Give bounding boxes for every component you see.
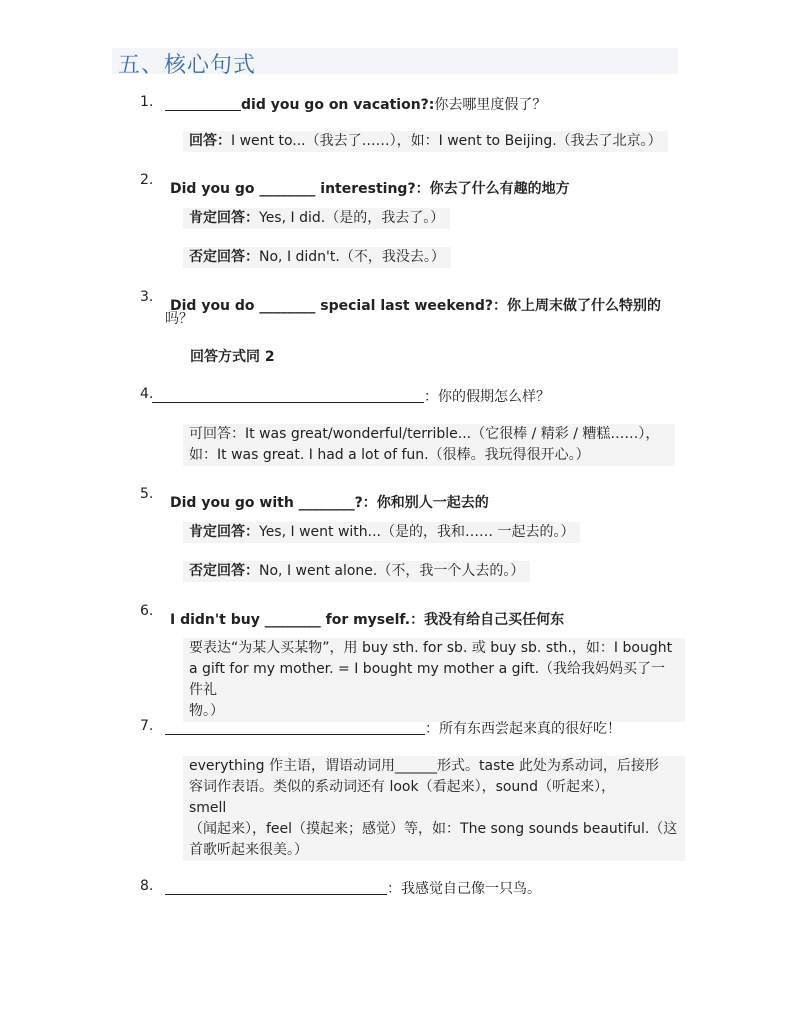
question-7: [165, 718, 621, 738]
question-1: [165, 94, 546, 114]
answer-line: 如：It was great. I had a lot of fun.（很棒。我玩得很开心。）: [189, 447, 590, 463]
item-number-4: 4.: [140, 386, 154, 402]
explanation-line: 要表达“为某人买某物”，用 buy sth. for sb. 或 buy sb. sth.，如：I bought: [189, 640, 673, 656]
item-number-3: 3.: [140, 289, 154, 305]
item-number-5: 5.: [140, 486, 154, 502]
yes-tag: 肯定回答：: [189, 210, 259, 226]
question-5-cropped: Did you go with ________?：你和别人一起去的: [170, 495, 489, 511]
question-1-chinese: 你去哪里度假了？: [434, 97, 547, 113]
fill-blank: [165, 96, 241, 111]
item-number-2: 2.: [140, 172, 154, 188]
fill-blank: [152, 388, 424, 403]
explanation-line: （闻起来），feel（摸起来；感觉）等，如：The song sounds beautiful.（这: [189, 821, 678, 837]
answer-box-1: [183, 131, 668, 152]
question-3-cropped: Did you do ________ special last weekend?：你上周末做了什么特别的: [170, 298, 661, 314]
fill-blank: [165, 880, 387, 895]
no-tag: 否定回答：: [189, 249, 259, 265]
no-tag: 否定回答：: [189, 563, 259, 579]
explanation-line: 物。）: [189, 703, 224, 719]
no-answer-box-2: [183, 247, 451, 268]
item-number-8: 8.: [140, 878, 154, 894]
yes-answer-box-5: [183, 522, 580, 543]
question-7-chinese: ：所有东西尝起来真的很好吃！: [425, 721, 621, 737]
section-title: 五、核心句式: [118, 53, 257, 78]
question-2-cropped: Did you go ________ interesting?：你去了什么有趣的地方: [170, 181, 570, 197]
question-1-english: did you go on vacation?:: [241, 97, 435, 113]
explanation-box-7: [183, 756, 685, 861]
question-4: [152, 386, 550, 406]
answer-tag: 回答：: [189, 133, 231, 149]
yes-text: Yes, I did.（是的，我去了。）: [259, 210, 445, 226]
answer-line: 可回答：It was great/wonderful/terrible...（它很棒 / 精彩 / 糟糕……），: [189, 426, 660, 442]
yes-text: Yes, I went with...（是的，我和…… 一起去的。）: [259, 524, 575, 540]
explanation-line: smell: [189, 800, 227, 816]
item-number-7: 7.: [140, 718, 154, 734]
question-3-tail: 吗？: [165, 311, 193, 327]
question-8-chinese: ：我感觉自己像一只鸟。: [387, 881, 541, 897]
explanation-line: a gift for my mother. = I bought my mother a gift.（我给我妈妈买了一件礼: [189, 661, 666, 698]
answer-text: I went to...（我去了……），如：I went to Beijing.（我去了北京。）: [231, 133, 662, 149]
item-number-1: 1.: [140, 94, 154, 110]
no-answer-box-5: [183, 561, 530, 582]
explanation-box-6: [183, 638, 685, 722]
item-number-6: 6.: [140, 603, 154, 619]
yes-answer-box-2: [183, 208, 450, 229]
explanation-line: 容词作表语。类似的系动词还有 look（看起来），sound（听起来），: [189, 779, 616, 795]
question-3-note: 回答方式同 2: [190, 349, 275, 365]
yes-tag: 肯定回答：: [189, 524, 259, 540]
question-8: [165, 878, 541, 898]
question-6-cropped: I didn't buy ________ for myself.：我没有给自己买任何东: [170, 612, 565, 628]
no-text: No, I didn't.（不，我没去。）: [259, 249, 445, 265]
question-4-chinese: ：你的假期怎么样？: [424, 389, 550, 405]
answer-box-4: [183, 424, 675, 466]
explanation-line: everything 作主语，谓语动词用______形式。taste 此处为系动词，后接形: [189, 758, 659, 774]
no-text: No, I went alone.（不，我一个人去的。）: [259, 563, 525, 579]
fill-blank: [165, 720, 425, 735]
explanation-line: 首歌听起来很美。）: [189, 842, 308, 858]
